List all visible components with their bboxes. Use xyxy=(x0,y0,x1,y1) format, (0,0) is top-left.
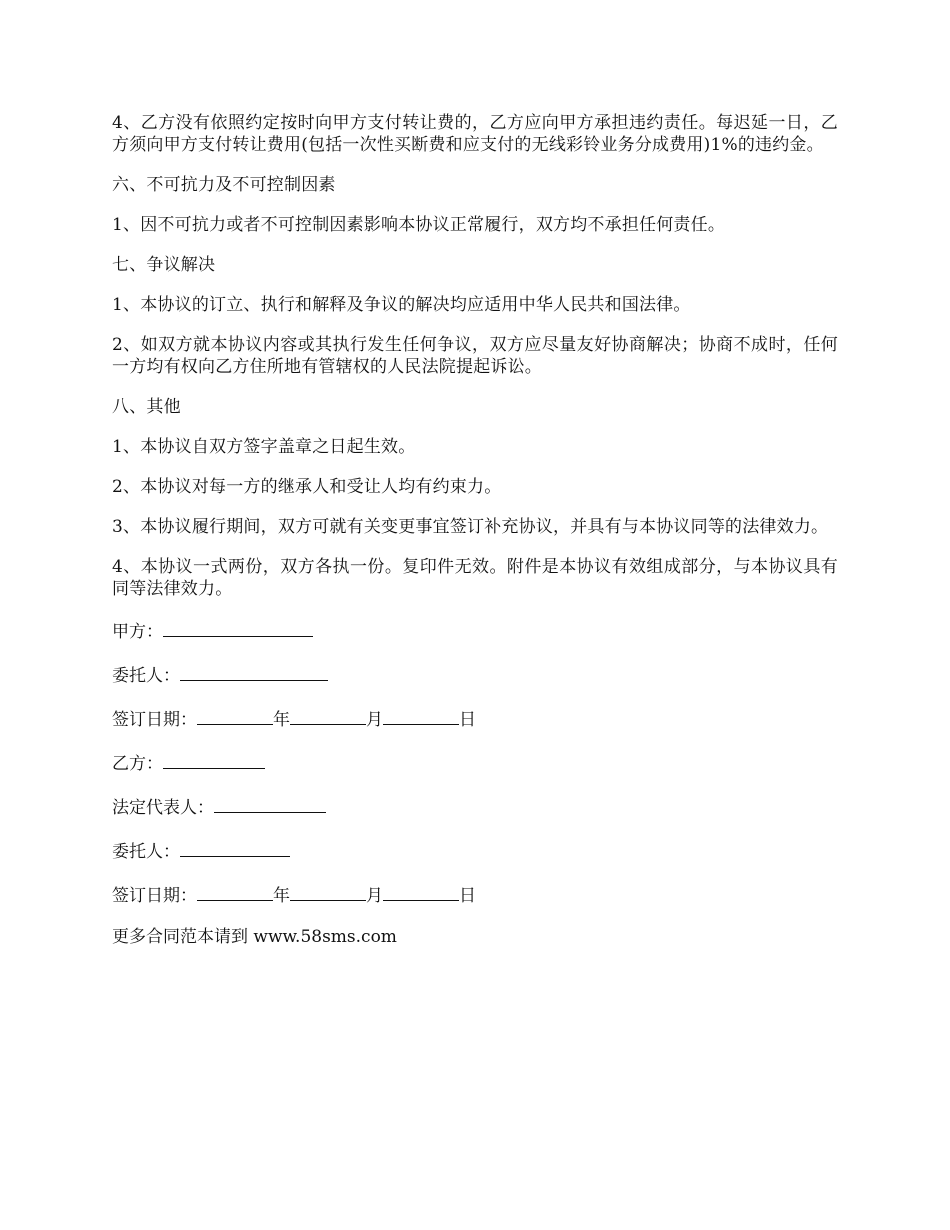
month-b-label: 月 xyxy=(366,886,383,906)
year-b-blank[interactable] xyxy=(197,882,273,901)
party-b-blank[interactable] xyxy=(163,750,265,769)
clause-copies: 4、本协议一式两份，双方各执一份。复印件无效。附件是本协议有效组成部分，与本协议具有同等法律效力。 xyxy=(112,557,838,599)
footer-more-contracts: 更多合同范本请到 www.58sms.com xyxy=(112,927,397,947)
sign-date-b-line xyxy=(112,882,838,907)
clause-governing-law: 1、本协议的订立、执行和解释及争议的解决均应适用中华人民共和国法律。 xyxy=(112,295,691,315)
party-a-line xyxy=(112,618,838,643)
party-a-label: 甲方： xyxy=(112,622,163,642)
sign-date-a-label: 签订日期： xyxy=(112,710,197,730)
clause-binding: 2、本协议对每一方的继承人和受让人均有约束力。 xyxy=(112,477,502,497)
clause-force-majeure: 1、因不可抗力或者不可控制因素影响本协议正常履行，双方均不承担任何责任。 xyxy=(112,215,726,235)
party-a-blank[interactable] xyxy=(163,618,313,637)
agent-a-line xyxy=(112,662,838,687)
legal-rep-label: 法定代表人： xyxy=(112,798,214,818)
day-a-label: 日 xyxy=(459,710,476,730)
party-b-line xyxy=(112,750,838,775)
party-b-label: 乙方： xyxy=(112,754,163,774)
year-b-label: 年 xyxy=(273,886,290,906)
agent-a-label: 委托人： xyxy=(112,666,180,686)
month-b-blank[interactable] xyxy=(290,882,366,901)
day-b-label: 日 xyxy=(459,886,476,906)
sign-date-a-line xyxy=(112,706,838,731)
year-a-label: 年 xyxy=(273,710,290,730)
clause-supplement: 3、本协议履行期间，双方可就有关变更事宜签订补充协议，并具有与本协议同等的法律效力。 xyxy=(112,517,829,537)
section-heading-dispute: 七、争议解决 xyxy=(112,255,216,275)
section-heading-force-majeure: 六、不可抗力及不可控制因素 xyxy=(112,175,336,195)
agent-b-blank[interactable] xyxy=(180,838,290,857)
day-b-blank[interactable] xyxy=(383,882,459,901)
agent-a-blank[interactable] xyxy=(180,662,328,681)
legal-rep-line xyxy=(112,794,838,819)
clause-effective: 1、本协议自双方签字盖章之日起生效。 xyxy=(112,437,416,457)
clause-dispute-resolution: 2、如双方就本协议内容或其执行发生任何争议，双方应尽量友好协商解决；协商不成时，任何一方均有权向乙方住所地有管辖权的人民法院提起诉讼。 xyxy=(112,335,838,377)
section-heading-other: 八、其他 xyxy=(112,397,181,417)
legal-rep-blank[interactable] xyxy=(214,794,326,813)
month-a-blank[interactable] xyxy=(290,706,366,725)
sign-date-b-label: 签订日期： xyxy=(112,886,197,906)
year-a-blank[interactable] xyxy=(197,706,273,725)
month-a-label: 月 xyxy=(366,710,383,730)
day-a-blank[interactable] xyxy=(383,706,459,725)
contract-page xyxy=(112,112,838,967)
agent-b-label: 委托人： xyxy=(112,842,180,862)
clause-breach: 4、乙方没有依照约定按时向甲方支付转让费的，乙方应向甲方承担违约责任。每迟延一日，乙方须向甲方支付转让费用(包括一次性买断费和应支付的无线彩铃业务分成费用)1%的违约金。 xyxy=(112,113,838,155)
agent-b-line xyxy=(112,838,838,863)
